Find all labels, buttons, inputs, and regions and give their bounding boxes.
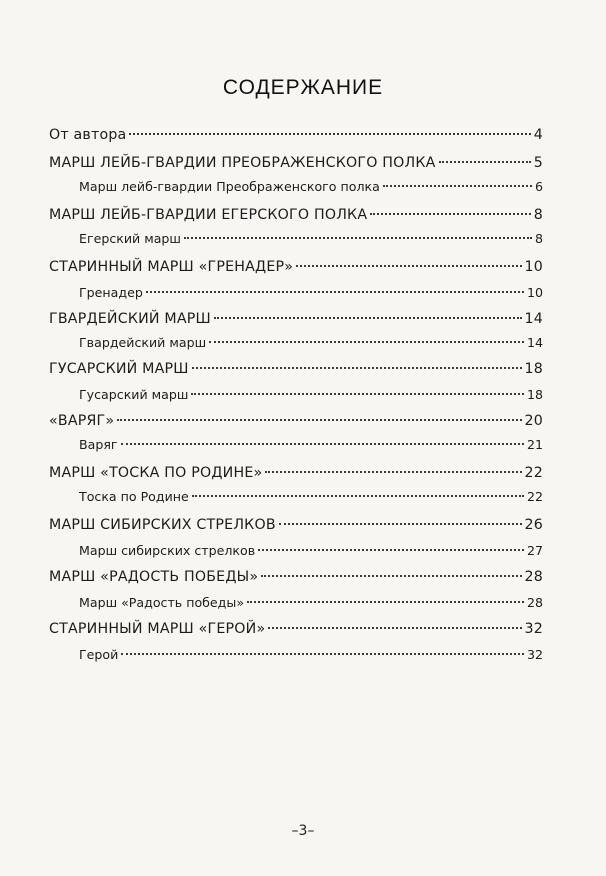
dot-leader: [209, 341, 524, 343]
toc-entry-page-number: 10: [526, 285, 543, 300]
toc-entry: [49, 153, 543, 173]
dot-leader: [383, 185, 532, 187]
toc-entry-page-number: 21: [526, 437, 543, 452]
toc-entry-page-number: 27: [526, 543, 543, 558]
toc-entry-title: МАРШ ЛЕЙБ-ГВАРДИИ ЕГЕРСКОГО ПОЛКА: [49, 207, 368, 223]
toc-entry: [79, 385, 543, 405]
dot-leader: [296, 265, 521, 267]
toc-entry: [49, 619, 543, 639]
toc-entry: [49, 359, 543, 379]
toc-entry-page-number: 6: [534, 179, 543, 194]
toc-entry: [79, 435, 543, 455]
toc-entry-page-number: 18: [524, 361, 543, 377]
dot-leader: [191, 393, 524, 395]
dot-leader: [247, 601, 524, 603]
dot-leader: [192, 367, 522, 369]
toc-entry: [79, 645, 543, 665]
toc-entry-page-number: 14: [526, 335, 543, 350]
dot-leader: [258, 549, 524, 551]
toc-entry-title: Марш сибирских стрелков: [79, 543, 256, 558]
toc-entry-title: От автора: [49, 127, 127, 143]
toc-entry-page-number: 8: [534, 231, 543, 246]
dot-leader: [265, 471, 521, 473]
dot-leader: [261, 575, 521, 577]
dot-leader: [121, 443, 524, 445]
toc-entry-page-number: 4: [533, 127, 543, 143]
dot-leader: [121, 653, 524, 655]
toc-entry-page-number: 20: [524, 413, 543, 429]
toc-entry-title: Тоска по Родине: [79, 489, 189, 504]
toc-entry-title: Варяг: [79, 437, 118, 452]
toc-entry-page-number: 10: [524, 259, 543, 275]
dot-leader: [279, 523, 522, 525]
toc-entry-page-number: 28: [526, 595, 543, 610]
toc-entry-page-number: 22: [524, 465, 543, 481]
toc-entry-title: ГУСАРСКИЙ МАРШ: [49, 361, 189, 377]
toc-entry-title: МАРШ «РАДОСТЬ ПОБЕДЫ»: [49, 569, 259, 585]
dot-leader: [184, 237, 532, 239]
toc-entry-title: МАРШ «ТОСКА ПО РОДИНЕ»: [49, 465, 263, 481]
toc-entry-page-number: 28: [524, 569, 543, 585]
toc-entry-title: Гвардейский марш: [79, 335, 207, 350]
toc-entry-page-number: 5: [533, 155, 543, 171]
toc-entry-title: Марш лейб-гвардии Преображенского полка: [79, 179, 380, 194]
dot-leader: [192, 495, 524, 497]
toc-entry-title: «ВАРЯГ»: [49, 413, 115, 429]
toc-entry: [79, 593, 543, 613]
toc-entry: [49, 205, 543, 225]
toc-entry: [49, 567, 543, 587]
dot-leader: [129, 133, 530, 135]
toc-entry-title: Гренадер: [79, 285, 143, 300]
toc-entry-title: Марш «Радость победы»: [79, 595, 245, 610]
toc-entry: [49, 515, 543, 535]
toc-entry-title: Герой: [79, 647, 119, 662]
toc-entry-page-number: 18: [526, 387, 543, 402]
toc-entry-page-number: 8: [533, 207, 543, 223]
toc-entry-title: СТАРИННЫЙ МАРШ «ГЕРОЙ»: [49, 621, 266, 637]
page-title: СОДЕРЖАНИЕ: [222, 76, 384, 100]
toc-entry-title: МАРШ СИБИРСКИХ СТРЕЛКОВ: [49, 517, 276, 533]
toc-entry: [79, 487, 543, 507]
page-number-footer: –3–: [291, 823, 315, 839]
toc-entry-page-number: 32: [526, 647, 543, 662]
toc-entry: [49, 463, 543, 483]
toc-entry-title: ГВАРДЕЙСКИЙ МАРШ: [49, 311, 211, 327]
toc-entry: [79, 541, 543, 561]
toc-entry-page-number: 26: [524, 517, 543, 533]
toc-entry: [49, 257, 543, 277]
toc-entry: [49, 125, 543, 145]
toc-entry: [79, 177, 543, 197]
toc-entry-title: Егерский марш: [79, 231, 181, 246]
dot-leader: [370, 213, 531, 215]
toc-entry-title: МАРШ ЛЕЙБ-ГВАРДИИ ПРЕОБРАЖЕНСКОГО ПОЛКА: [49, 155, 436, 171]
toc-entry: [79, 333, 543, 353]
toc-entry-page-number: 22: [526, 489, 543, 504]
dot-leader: [117, 419, 521, 421]
dot-leader: [268, 627, 521, 629]
toc-entry: [49, 309, 543, 329]
dot-leader: [439, 161, 531, 163]
toc-entry: [49, 411, 543, 431]
toc-entry-page-number: 14: [524, 311, 543, 327]
toc-entry: [79, 283, 543, 303]
toc-entry-title: СТАРИННЫЙ МАРШ «ГРЕНАДЕР»: [49, 259, 294, 275]
toc-entry: [79, 229, 543, 249]
dot-leader: [146, 291, 524, 293]
toc-entry-title: Гусарский марш: [79, 387, 189, 402]
dot-leader: [214, 317, 522, 319]
toc-entry-page-number: 32: [524, 621, 543, 637]
